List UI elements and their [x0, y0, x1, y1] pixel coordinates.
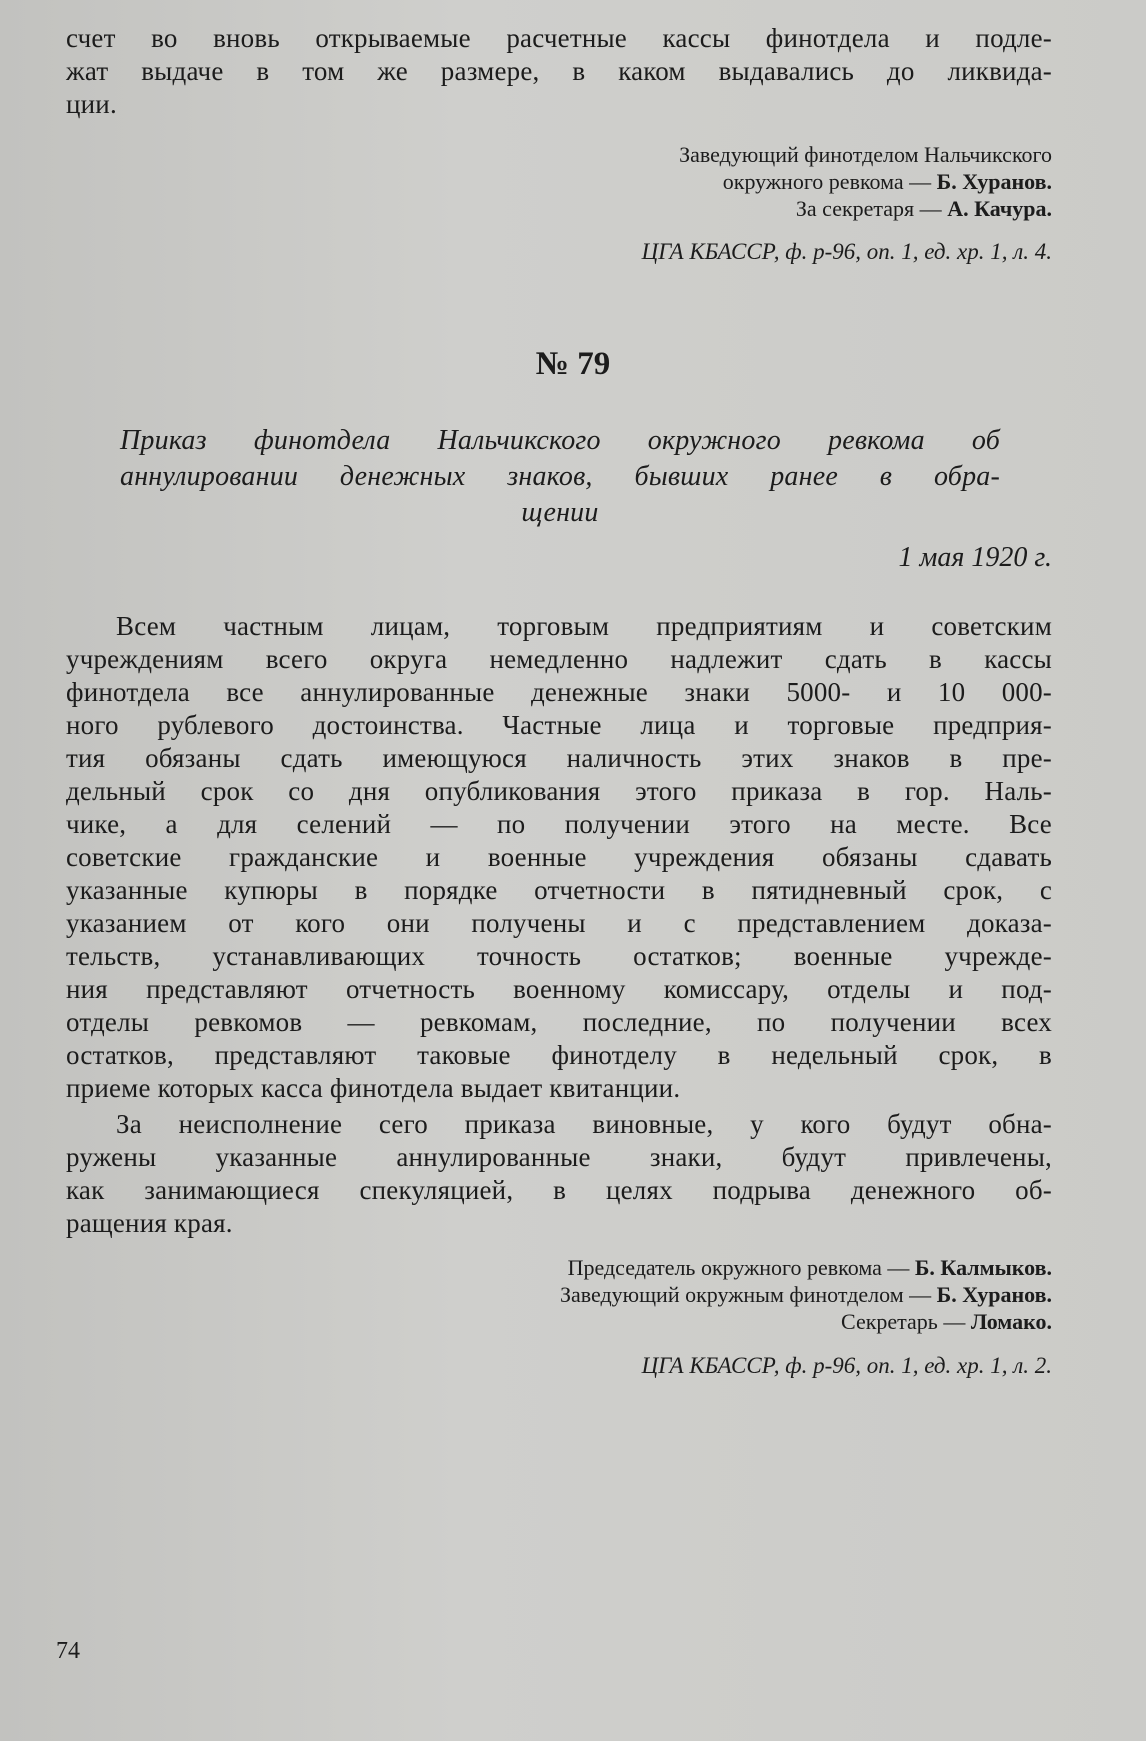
- text-line: тельств, устанавливающих точность остатков; военные учрежде-: [66, 941, 1052, 971]
- signature-name: А. Качура.: [947, 196, 1052, 221]
- signature-role: Заведующий окружным финотделом —: [559, 1282, 937, 1307]
- text-line: ного рублевого достоинства. Частные лица и торговые предприя-: [66, 710, 1052, 740]
- text-line: ния представляют отчетность военному комиссару, отделы и под-: [66, 974, 1052, 1004]
- text-line: дельный срок со дня опубликования этого приказа в гор. Наль-: [66, 776, 1052, 806]
- signature-block-2: [560, 1254, 1052, 1335]
- text-line: ружены указанные аннулированные знаки, будут привлечены,: [66, 1142, 1052, 1172]
- archive-citation: ЦГА КБАССР, ф. р-96, оп. 1, ед. хр. 1, л. 2.: [641, 1353, 1052, 1378]
- title-line: Приказ финотдела Нальчикского окружного ревкома об: [120, 425, 1000, 456]
- text-line: ращения края.: [66, 1208, 233, 1238]
- signature-name: Б. Калмыков.: [914, 1255, 1052, 1280]
- document-date: 1 мая 1920 г.: [898, 542, 1052, 573]
- text-line: Всем частным лицам, торговым предприятиям и советским: [116, 611, 1052, 641]
- signature-role: Председатель окружного ревкома —: [567, 1255, 915, 1280]
- text-line: как занимающиеся спекуляцией, в целях подрыва денежного об-: [66, 1175, 1052, 1205]
- text-line: указанием от кого они получены и с представлением доказа-: [66, 908, 1052, 938]
- text-line: ции.: [66, 89, 117, 119]
- text-line: жат выдаче в том же размере, в каком выдавались до ликвида-: [66, 56, 1052, 86]
- signature-block-1: [679, 141, 1052, 222]
- signature-name: Б. Хуранов.: [936, 1282, 1052, 1307]
- signature-role: окружного ревкома —: [722, 169, 937, 194]
- text-line: остатков, представляют таковые финотделу в недельный срок, в: [66, 1040, 1052, 1070]
- paragraph-2: [66, 1108, 1052, 1240]
- text-line: отделы ревкомов — ревкомам, последние, по получении всех: [66, 1007, 1052, 1037]
- archive-citation: ЦГА КБАССР, ф. р-96, оп. 1, ед. хр. 1, л. 4.: [641, 239, 1052, 264]
- title-line: аннулировании денежных знаков, бывших ранее в обра-: [120, 461, 1000, 492]
- title-line: щении: [521, 497, 599, 528]
- text-line: За неисполнение сего приказа виновные, у кого будут обна-: [116, 1109, 1052, 1139]
- text-line: чике, а для селений — по получении этого на месте. Все: [66, 809, 1052, 839]
- text-line: советские гражданские и военные учреждения обязаны сдавать: [66, 842, 1052, 872]
- signature-name: Ломако.: [970, 1309, 1052, 1334]
- signature-role: Секретарь —: [841, 1309, 971, 1334]
- signature-role: Заведующий финотделом Нальчикского: [679, 142, 1052, 167]
- page-number: 74: [56, 1638, 80, 1664]
- text-line: тия обязаны сдать имеющуюся наличность этих знаков в пре-: [66, 743, 1052, 773]
- text-line: финотдела все аннулированные денежные знаки 5000- и 10 000-: [66, 677, 1052, 707]
- paragraph-1: [66, 610, 1052, 1105]
- text-line: приеме которых касса финотдела выдает квитанции.: [66, 1073, 681, 1103]
- text-line: указанные купюры в порядке отчетности в пятидневный срок, с: [66, 875, 1052, 905]
- text-line: счет во вновь открываемые расчетные кассы финотдела и подле-: [66, 23, 1052, 53]
- signature-name: Б. Хуранов.: [936, 169, 1052, 194]
- top-paragraph: [66, 22, 1052, 121]
- document-number: № 79: [535, 346, 611, 382]
- signature-role: За секретаря —: [795, 196, 948, 221]
- document-title: [120, 423, 1000, 531]
- text-line: учреждениям всего округа немедленно надлежит сдать в кассы: [66, 644, 1052, 674]
